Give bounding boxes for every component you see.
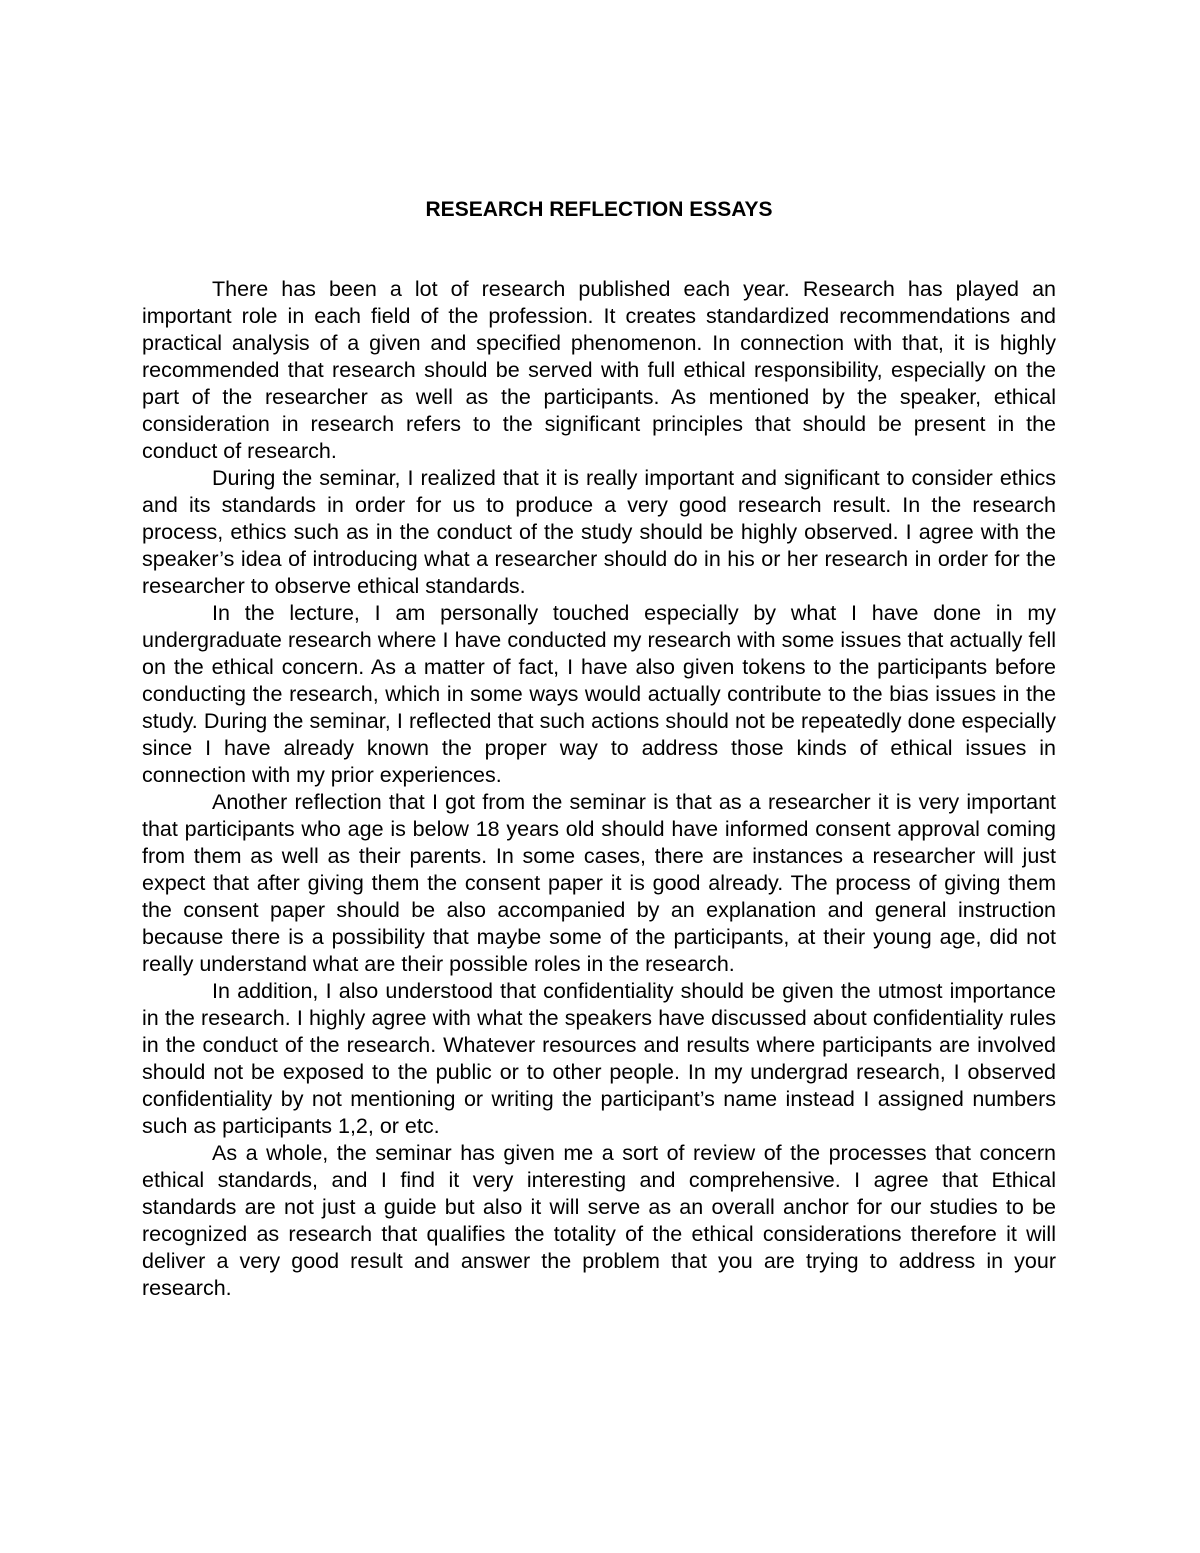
paragraph-1: There has been a lot of research published each year. Research has played an important role in each field of the profession. It creates standardized recommendations and practical analysis of a given and specified phenomenon. In connection with that, it is highly recommended that research should be served with full ethical responsibility, especially on the part of the researcher as well as the participants. As mentioned by the speaker, ethical consideration in research refers to the significant principles that should be present in the conduct of research. [142, 277, 1056, 463]
document-content [142, 196, 1056, 1302]
document-body [142, 276, 1056, 1302]
paragraph-5: In addition, I also understood that confidentiality should be given the utmost importance in the research. I highly agree with what the speakers have discussed about confidentiality rules in the conduct of the research. Whatever resources and results where participants are involved should not be exposed to the public or to other people. In my undergrad research, I observed confidentiality by not mentioning or writing the participant’s name instead I assigned numbers such as participants 1,2, or etc. [142, 979, 1056, 1138]
paragraph-4: Another reflection that I got from the seminar is that as a researcher it is very important that participants who age is below 18 years old should have informed consent approval coming from them as well as their parents. In some cases, there are instances a researcher will just expect that after giving them the consent paper it is good already. The process of giving them the consent paper should be also accompanied by an explanation and general instruction because there is a possibility that maybe some of the participants, at their young age, did not really understand what are their possible roles in the research. [142, 790, 1056, 976]
document-title: RESEARCH REFLECTION ESSAYS [425, 198, 773, 221]
paragraph-3: In the lecture, I am personally touched especially by what I have done in my undergraduate research where I have conducted my research with some issues that actually fell on the ethical concern. As a matter of fact, I have also given tokens to the participants before conducting the research, which in some ways would actually contribute to the bias issues in the study. During the seminar, I reflected that such actions should not be repeatedly done especially since I have already known the proper way to address those kinds of ethical issues in connection with my prior experiences. [142, 601, 1056, 787]
paragraph-2: During the seminar, I realized that it is really important and significant to consider ethics and its standards in order for us to produce a very good research result. In the research process, ethics such as in the conduct of the study should be highly observed. I agree with the speaker’s idea of introducing what a researcher should do in his or her research in order for the researcher to observe ethical standards. [142, 466, 1056, 598]
paragraph-6: As a whole, the seminar has given me a sort of review of the processes that concern ethical standards, and I find it very interesting and comprehensive. I agree that Ethical standards are not just a guide but also it will serve as an overall anchor for our studies to be recognized as research that qualifies the totality of the ethical considerations therefore it will deliver a very good result and answer the problem that you are trying to address in your research. [142, 1141, 1056, 1300]
